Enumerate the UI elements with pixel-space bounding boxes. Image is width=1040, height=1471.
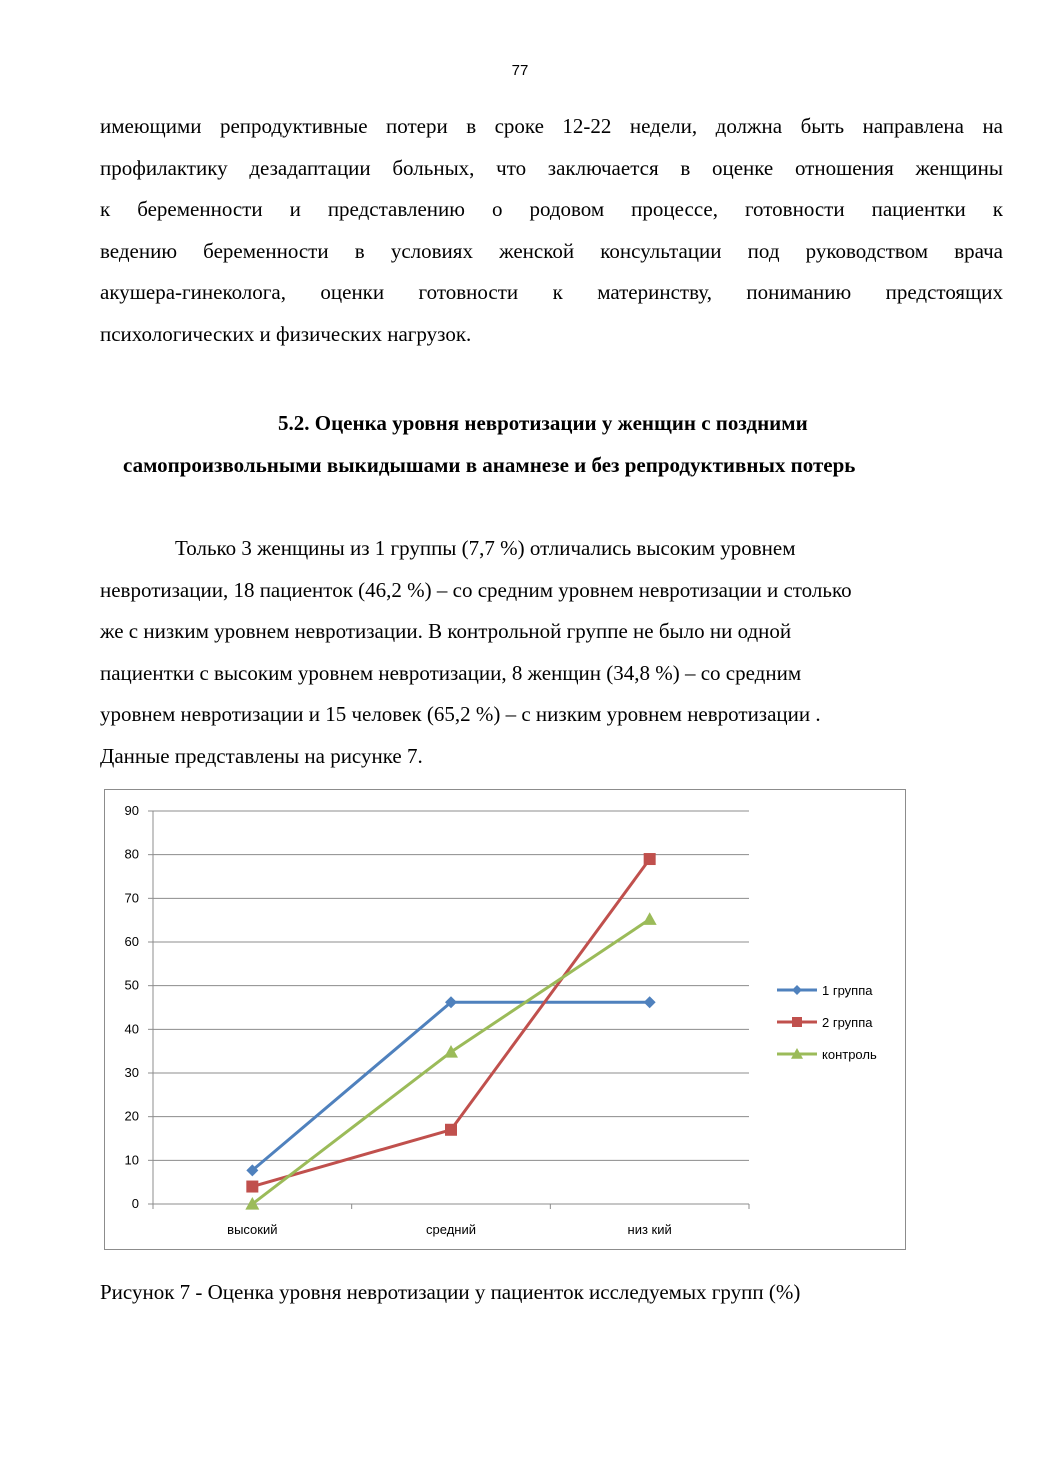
legend-label: 2 группа: [822, 1015, 873, 1030]
data-point: [644, 853, 656, 865]
y-tick-label: 90: [124, 803, 139, 818]
y-tick-label: 0: [131, 1196, 139, 1211]
paragraph-1-line: акушера-гинеколога, оценки готовности к материнству, пониманию предстоящих: [100, 280, 1003, 304]
y-tick-label: 40: [124, 1021, 139, 1037]
paragraph-2-line: же с низким уровнем невротизации. В контрольной группе не было ни одной: [100, 619, 792, 643]
data-point: [445, 1124, 457, 1136]
data-point: [792, 985, 802, 995]
paragraph-1: [100, 106, 1003, 355]
y-tick-label: 10: [124, 1152, 139, 1168]
data-point: [644, 996, 656, 1008]
series-line: [252, 859, 649, 1187]
x-tick-label: средний: [426, 1222, 476, 1237]
legend-label: контроль: [822, 1047, 877, 1062]
figure-caption: Рисунок 7 - Оценка уровня невротизации у пациенток исследуемых групп (%): [100, 1280, 801, 1304]
series-line: [252, 919, 649, 1204]
paragraph-2-line: Данные представлены на рисунке 7.: [100, 743, 423, 768]
series-line: [252, 1002, 649, 1170]
paragraph-2-line: невротизации, 18 пациенток (46,2 %) – со средним уровнем невротизации и столько: [100, 577, 852, 602]
figure-7-chart: [104, 789, 906, 1250]
data-point: [444, 1045, 458, 1058]
paragraph-1-line: профилактику дезадаптации больных, что заключается в оценке отношения женщины: [100, 155, 1003, 180]
paragraph-1-line: психологических и физических нагрузок.: [100, 321, 472, 346]
data-point: [246, 1181, 258, 1193]
paragraph-2-line: уровнем невротизации и 15 человек (65,2 %) – с низким уровнем невротизации .: [100, 702, 821, 726]
section-heading: [100, 402, 1003, 486]
y-tick-label: 80: [124, 846, 139, 862]
section-heading-line-1: 5.2. Оценка уровня невротизации у женщин с поздними: [278, 411, 808, 435]
x-tick-label: высокий: [227, 1222, 278, 1237]
y-tick-label: 60: [124, 934, 139, 949]
paragraph-1-line: имеющими репродуктивные потери в сроке 12-22 недели, должна быть направлена на: [100, 114, 1003, 138]
paragraph-1-line: к беременности и представлению о родовом процессе, готовности пациентки к: [100, 197, 1003, 221]
data-point: [792, 1017, 802, 1027]
section-heading-line-2: самопроизвольными выкидышами в анамнезе и без репродуктивных потерь: [123, 453, 856, 477]
x-tick-label: низ кий: [627, 1222, 672, 1237]
y-tick-label: 50: [124, 977, 139, 993]
paragraph-1-line: ведению беременности в условиях женской консультации под руководством врача: [100, 238, 1003, 263]
data-point: [643, 912, 657, 925]
paragraph-2: [100, 528, 1003, 777]
line-chart: [105, 790, 905, 1249]
y-tick-label: 70: [124, 890, 139, 906]
y-tick-label: 30: [124, 1065, 139, 1080]
page-number: 77: [511, 62, 529, 79]
paragraph-2-line: пациентки с высоким уровнем невротизации, 8 женщин (34,8 %) – со средним: [100, 660, 802, 685]
legend-label: 1 группа: [822, 983, 873, 998]
y-tick-label: 20: [124, 1108, 139, 1124]
paragraph-2-line: Только 3 женщины из 1 группы (7,7 %) отличались высоким уровнем: [175, 536, 796, 560]
